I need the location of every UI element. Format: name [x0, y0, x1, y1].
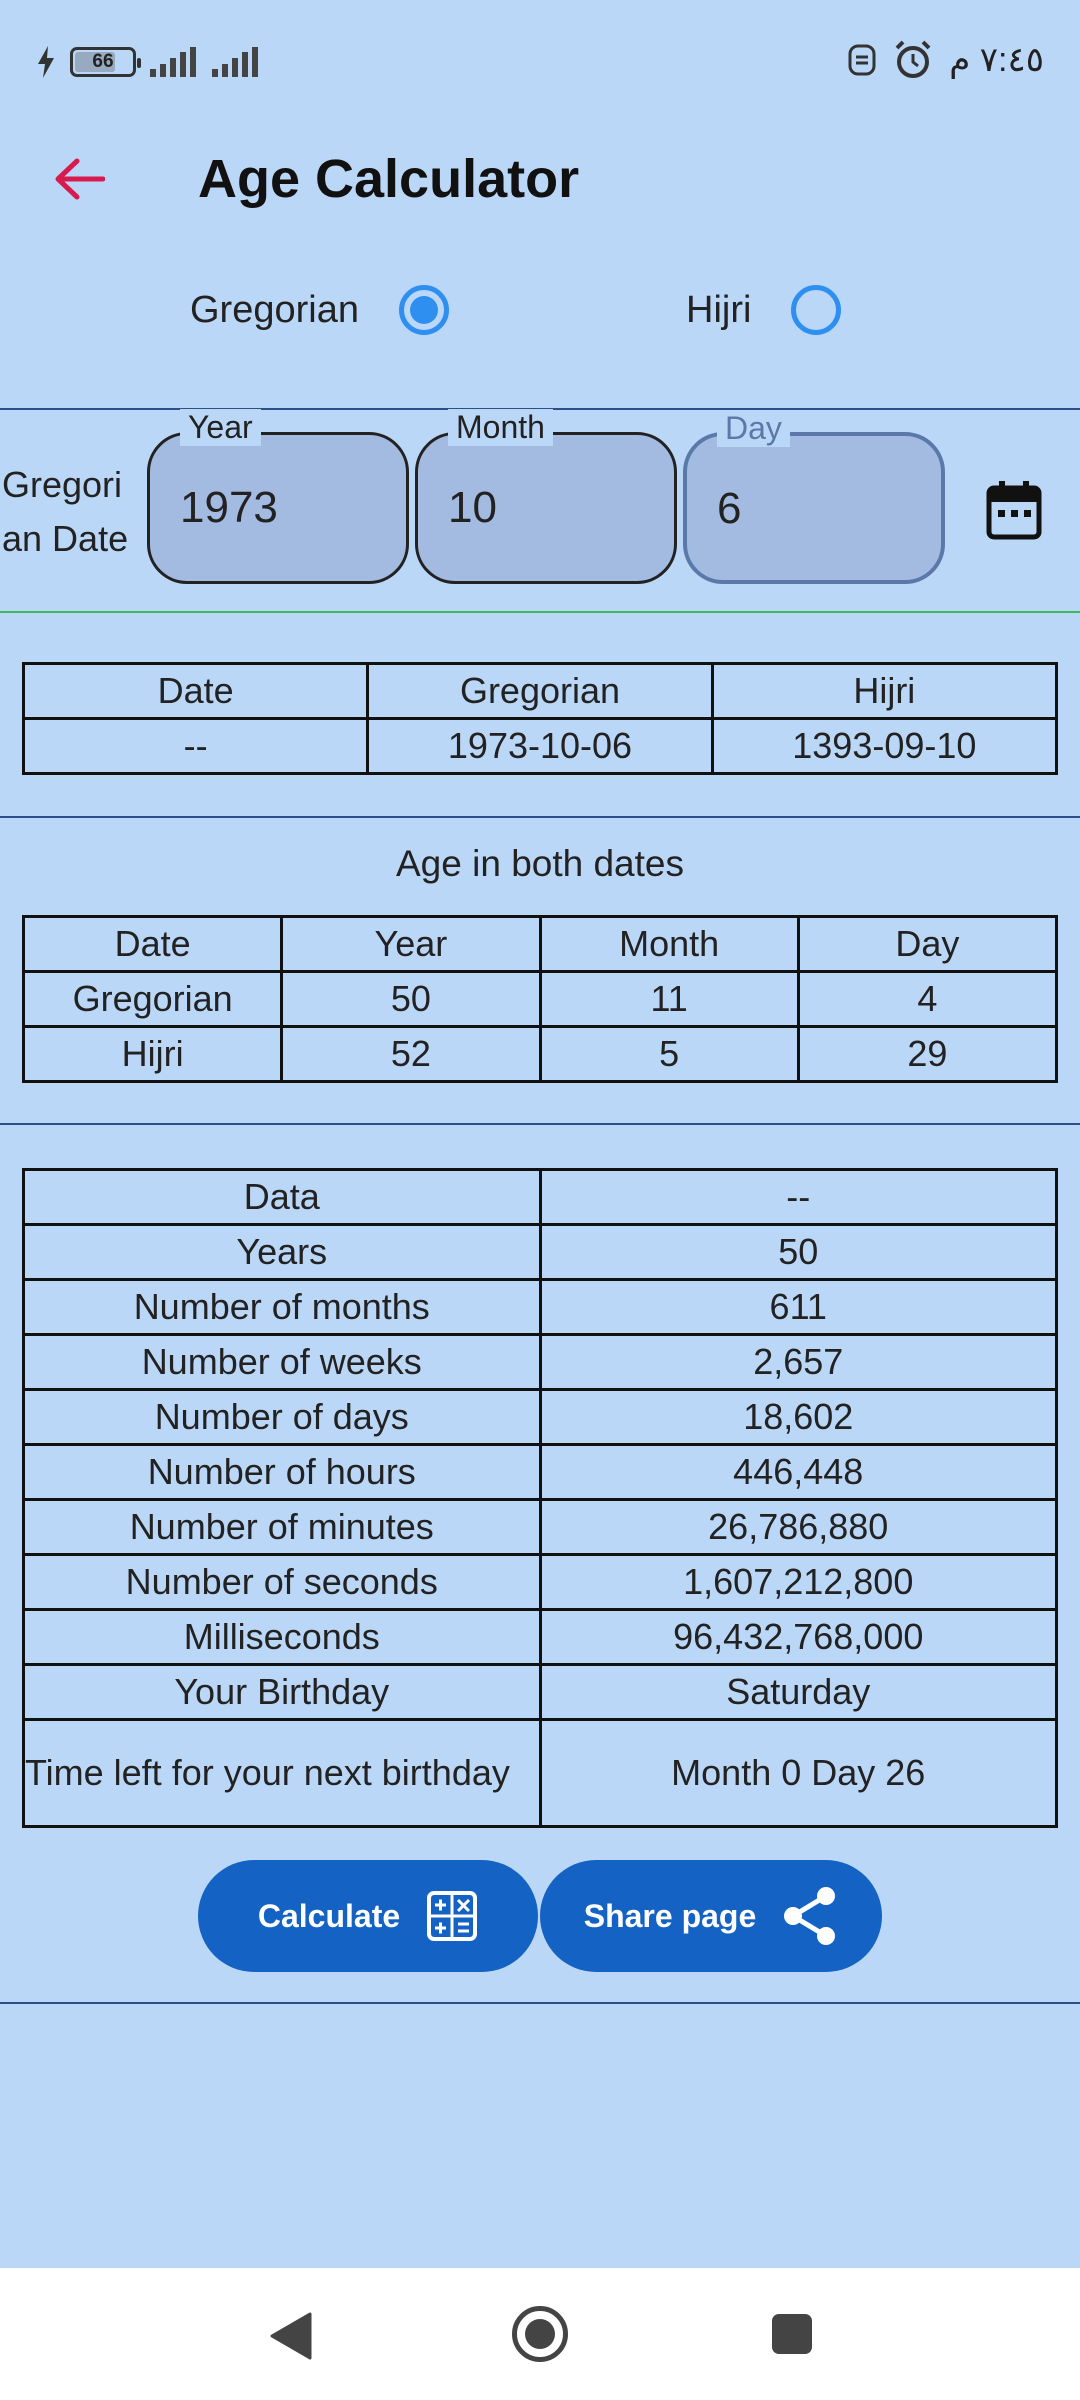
- battery-icon: [70, 47, 136, 77]
- nav-back-icon[interactable]: [268, 2312, 312, 2360]
- age-section-title: Age in both dates: [396, 843, 684, 884]
- table-cell: 446,448: [540, 1445, 1057, 1500]
- table-header: Date: [24, 917, 282, 972]
- table-cell: 52: [282, 1027, 540, 1082]
- table-cell: Gregorian: [24, 972, 282, 1027]
- calendar-icon[interactable]: [986, 480, 1042, 540]
- notification-icon: [847, 43, 877, 77]
- signal-icon: [150, 47, 198, 77]
- status-bar: [0, 0, 1080, 130]
- conversion-table: [22, 662, 1058, 775]
- table-cell: Month 0 Day 26: [540, 1720, 1057, 1827]
- calendar-type-selector: [0, 285, 1080, 355]
- table-cell: 611: [540, 1280, 1057, 1335]
- charging-icon: [36, 46, 56, 78]
- table-row: [24, 1027, 1057, 1082]
- table-cell: Number of minutes: [24, 1500, 541, 1555]
- table-row: [24, 1665, 1057, 1720]
- day-field-label: Day: [717, 410, 790, 447]
- back-button[interactable]: [44, 144, 114, 214]
- table-cell: 26,786,880: [540, 1500, 1057, 1555]
- table-cell: 50: [282, 972, 540, 1027]
- table-header: Data: [24, 1170, 541, 1225]
- share-label: Share page: [583, 1897, 757, 1934]
- table-row: [24, 1390, 1057, 1445]
- gregorian-date-label: Gregori an Date: [2, 464, 129, 559]
- home-icon: [525, 2319, 555, 2349]
- table-row: [24, 719, 1057, 774]
- table-row: [24, 1500, 1057, 1555]
- table-cell: Number of months: [24, 1280, 541, 1335]
- age-table: [22, 915, 1058, 1083]
- stats-table: [22, 1168, 1058, 1828]
- table-cell: 4: [798, 972, 1056, 1027]
- radio-hijri-button[interactable]: [791, 285, 841, 335]
- table-row: [24, 1720, 1057, 1827]
- table-cell: 2,657: [540, 1335, 1057, 1390]
- table-cell: Years: [24, 1225, 541, 1280]
- table-header: Month: [540, 917, 798, 972]
- arrow-left-icon: [53, 157, 105, 201]
- year-field[interactable]: [147, 409, 409, 584]
- table-row: [24, 1555, 1057, 1610]
- radio-gregorian[interactable]: [190, 285, 449, 335]
- table-header: Year: [282, 917, 540, 972]
- table-row: [24, 917, 1057, 972]
- alarm-icon: [893, 40, 933, 80]
- table-row: [24, 1335, 1057, 1390]
- status-left: [36, 46, 260, 78]
- table-cell: 1393-09-10: [712, 719, 1056, 774]
- share-page-button[interactable]: [540, 1860, 882, 1972]
- nav-recents-button[interactable]: [772, 2314, 812, 2354]
- calculate-label: Calculate: [257, 1897, 401, 1934]
- divider: [0, 1123, 1080, 1125]
- table-cell: 1,607,212,800: [540, 1555, 1057, 1610]
- table-cell: 50: [540, 1225, 1057, 1280]
- nav-home-button[interactable]: [512, 2306, 568, 2362]
- table-cell: --: [24, 719, 368, 774]
- divider-green: [0, 611, 1080, 613]
- table-row: [24, 1445, 1057, 1500]
- clock: ٧:٤٥ م: [949, 41, 1044, 79]
- divider: [0, 2002, 1080, 2004]
- app-bar: [0, 120, 1080, 240]
- radio-gregorian-button[interactable]: [399, 285, 449, 335]
- table-header: Gregorian: [368, 664, 712, 719]
- table-cell: 96,432,768,000: [540, 1610, 1057, 1665]
- table-row: [24, 972, 1057, 1027]
- system-nav-bar: [0, 2268, 1080, 2400]
- day-input[interactable]: 6: [717, 484, 742, 533]
- table-cell: 11: [540, 972, 798, 1027]
- table-cell: Time left for your next birthday: [24, 1720, 541, 1827]
- radio-hijri-label: Hijri: [686, 288, 752, 331]
- radio-gregorian-label: Gregorian: [190, 288, 359, 331]
- table-cell: Saturday: [540, 1665, 1057, 1720]
- share-icon: [782, 1886, 838, 1946]
- table-header: Hijri: [712, 664, 1056, 719]
- year-field-label: Year: [180, 409, 261, 446]
- table-header: --: [540, 1170, 1057, 1225]
- table-cell: 18,602: [540, 1390, 1057, 1445]
- radio-hijri[interactable]: [686, 285, 841, 335]
- year-input[interactable]: 1973: [180, 483, 278, 532]
- table-cell: Milliseconds: [24, 1610, 541, 1665]
- month-field[interactable]: [415, 409, 677, 584]
- divider: [0, 816, 1080, 818]
- signal-icon-2: [212, 47, 260, 77]
- table-cell: Your Birthday: [24, 1665, 541, 1720]
- table-cell: Hijri: [24, 1027, 282, 1082]
- table-cell: Number of weeks: [24, 1335, 541, 1390]
- table-cell: Number of days: [24, 1390, 541, 1445]
- date-input-row: [0, 410, 1080, 610]
- table-row: [24, 1170, 1057, 1225]
- table-cell: 5: [540, 1027, 798, 1082]
- table-row: [24, 1280, 1057, 1335]
- table-cell: Number of seconds: [24, 1555, 541, 1610]
- table-cell: 1973-10-06: [368, 719, 712, 774]
- table-header: Date: [24, 664, 368, 719]
- table-row: [24, 1610, 1057, 1665]
- calculate-button[interactable]: [198, 1860, 538, 1972]
- table-cell: Number of hours: [24, 1445, 541, 1500]
- status-right: [847, 40, 1044, 80]
- day-field[interactable]: [683, 410, 945, 584]
- table-cell: 29: [798, 1027, 1056, 1082]
- table-row: [24, 1225, 1057, 1280]
- page-title: Age Calculator: [198, 149, 580, 209]
- calculator-icon: [426, 1890, 478, 1942]
- table-header: Day: [798, 917, 1056, 972]
- month-input[interactable]: 10: [448, 483, 497, 532]
- table-row: [24, 664, 1057, 719]
- month-field-label: Month: [448, 409, 553, 446]
- battery-level: 66: [92, 51, 114, 72]
